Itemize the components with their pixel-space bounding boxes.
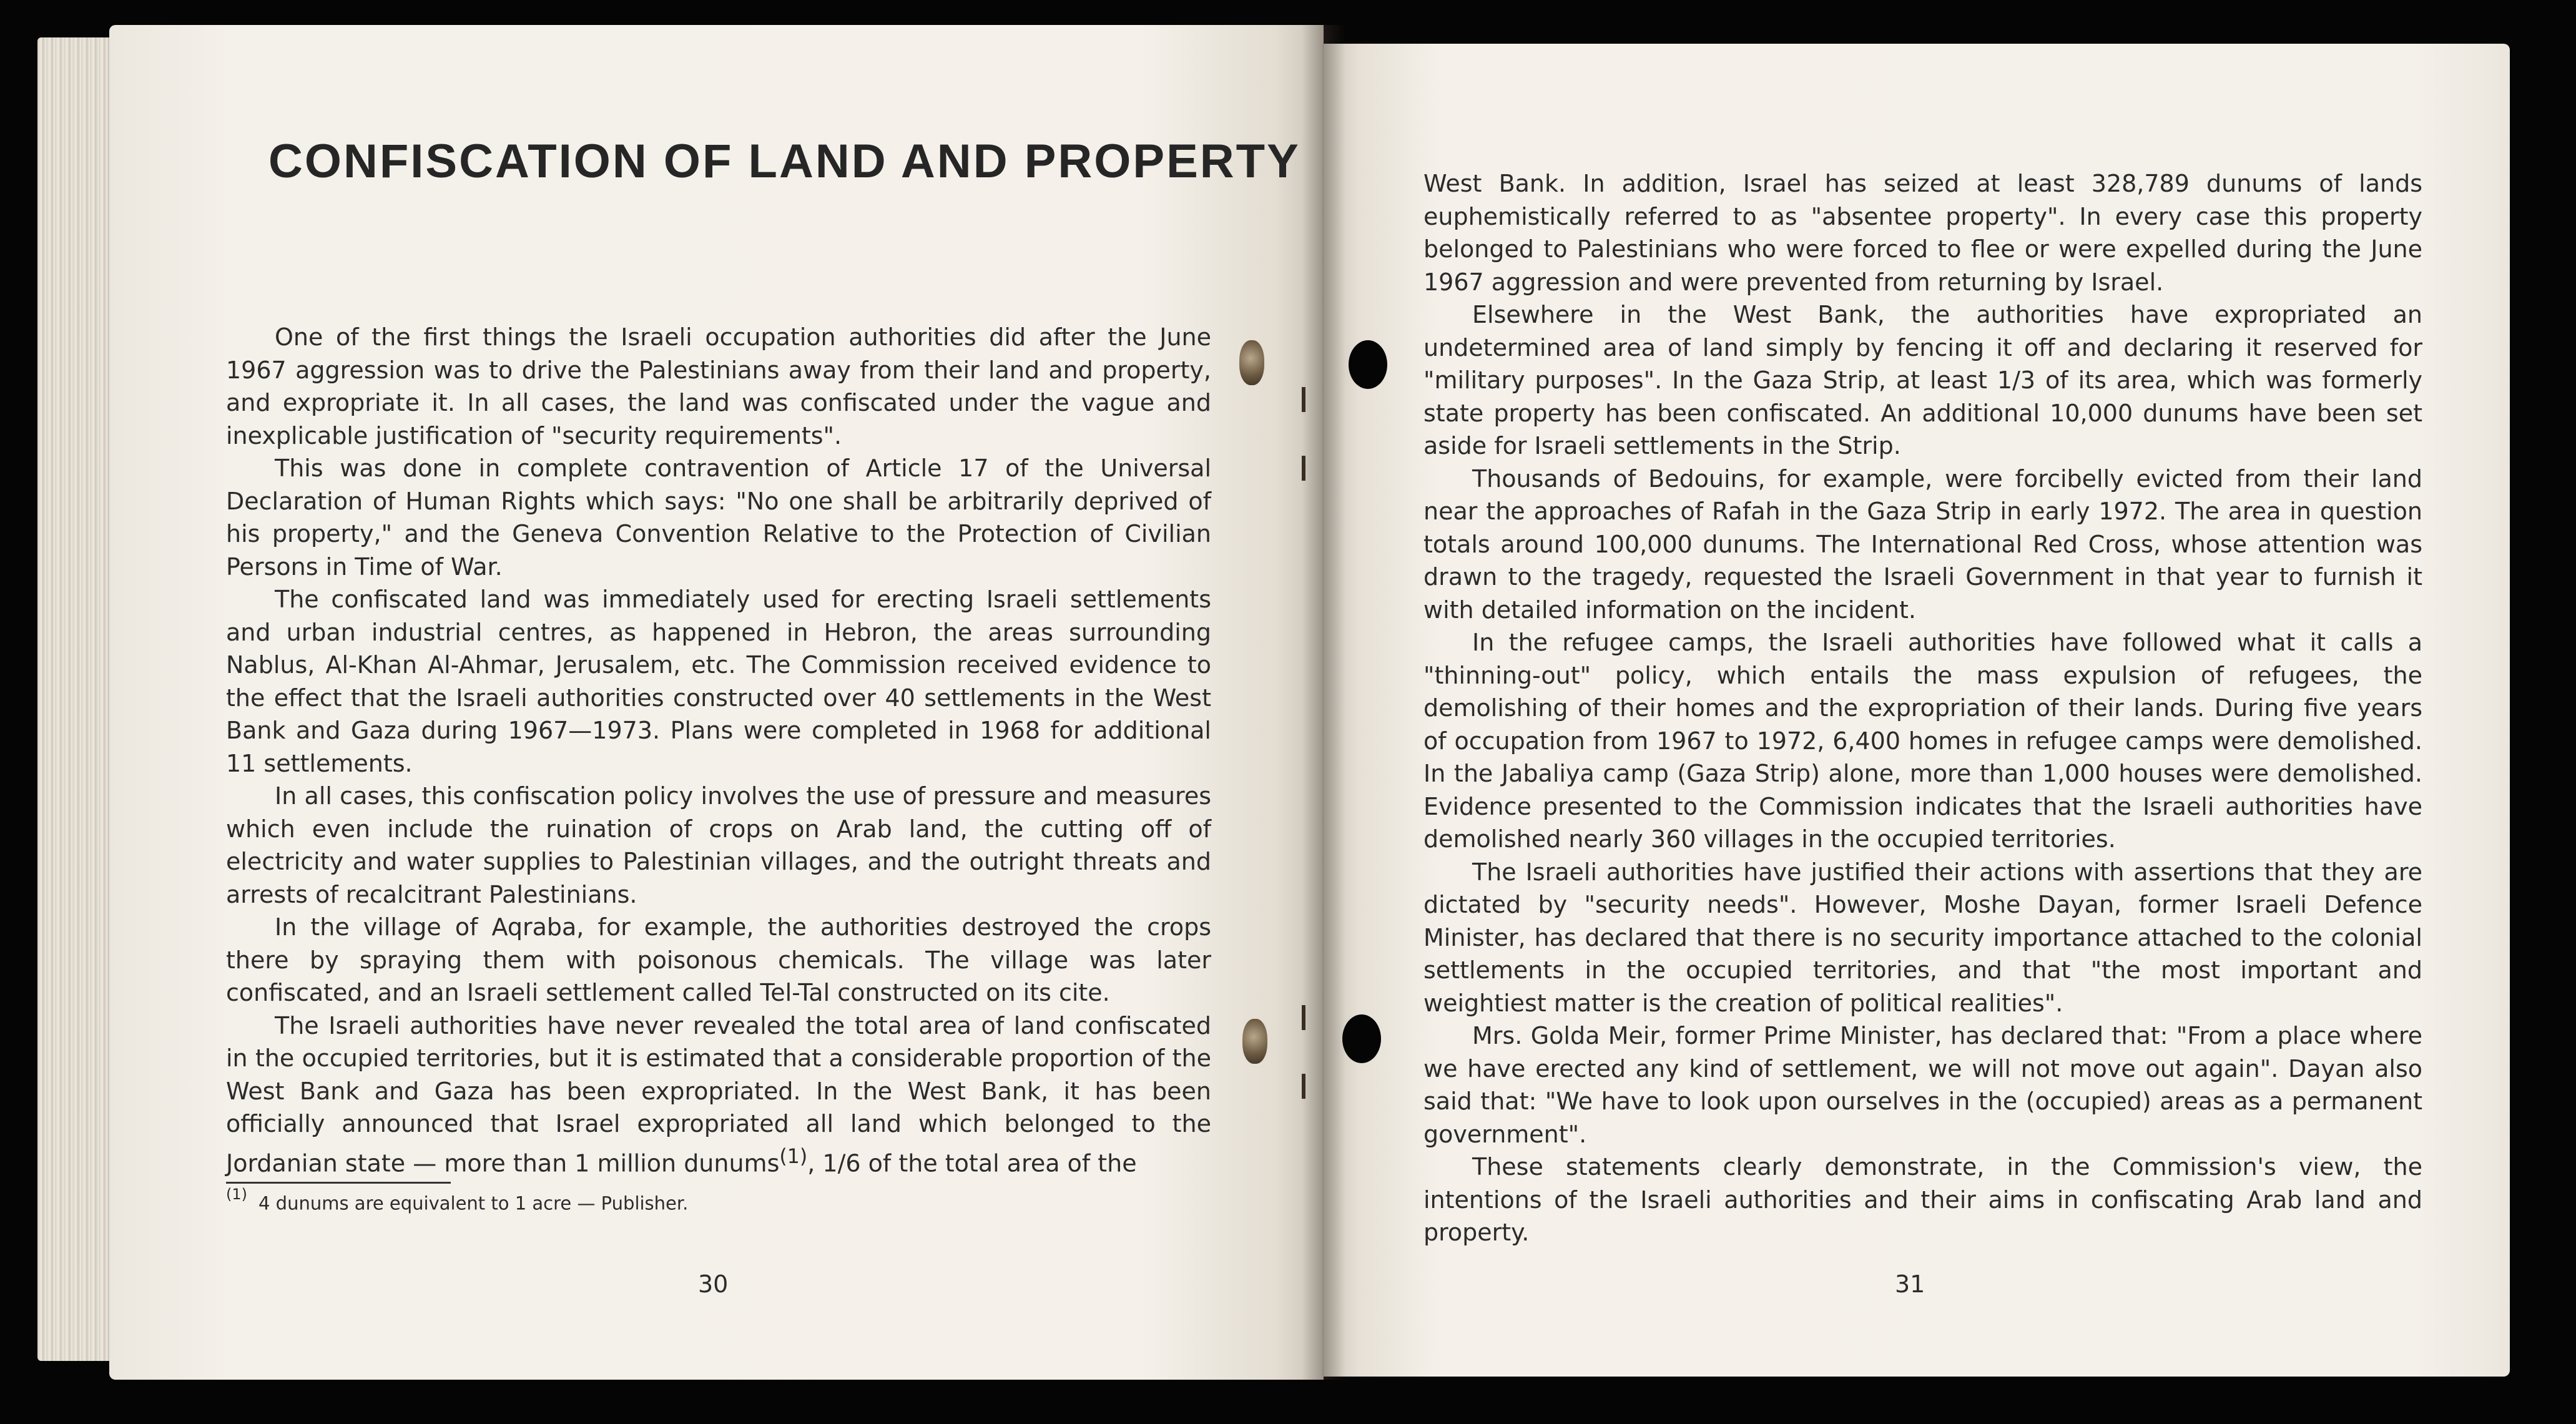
- page-title: CONFISCATION OF LAND AND PROPERTY: [268, 135, 1300, 188]
- paragraph-text: The Israeli authorities have never revealed the total area of land confiscated in the occupied territories, but it is estimated that a considerable proportion of the West Bank and Gaza has been expropriated. In the West Bank, it has been officially announced that Israel expropriated all land which belonged to the Jordanian state — more than 1 million dunums: [226, 1011, 1211, 1177]
- binding-mark: [1302, 1005, 1305, 1030]
- paragraph: In the village of Aqraba, for example, the authorities destroyed the crops there by spraying them with poisonous chemicals. The village was later confiscated, and an Israeli settlement called Tel-Tal constructed on its cite.: [226, 913, 1211, 1006]
- book-gutter: [1302, 25, 1345, 1380]
- paragraph: Elsewhere in the West Bank, the authorities have expropriated an undetermined area of land simply by fencing it off and declaring it reserved for "military purposes". In the Gaza Strip, at least 1/3 of its area, which was formerly state property has been confiscated. An additional 10,000 dunums have been set aside for Israeli settlements in the Strip.: [1423, 301, 2422, 459]
- binding-mark: [1302, 1074, 1305, 1099]
- binding-mark: [1302, 456, 1305, 481]
- right-page-body: [1423, 167, 2422, 1249]
- paragraph: These statements clearly demonstrate, in the Commission's view, the intentions of the Israeli authorities and their aims in confiscating Arab land and property.: [1423, 1153, 2422, 1246]
- paragraph: Mrs. Golda Meir, former Prime Minister, has declared that: "From a place where we have erected any kind of settlement, we will not move out again". Dayan also said that: "We have to look upon ourselves in the (occupied) areas as a permanent government".: [1423, 1022, 2422, 1148]
- paragraph: In the refugee camps, the Israeli authorities have followed what it calls a "thinning-out" policy, which entails the mass expulsion of refugees, the demolishing of their homes and the expropriation of their lands. During five years of occupation from 1967 to 1972, 6,400 homes in refugee camps were demolished. In the Jabaliya camp (Gaza Strip) alone, more than 1,000 houses were demolished. Evidence presented to the Commission indicates that the Israeli authorities have demolished nearly 360 villages in the occupied territories.: [1423, 629, 2422, 853]
- paragraph: [226, 1009, 1211, 1180]
- paragraph: This was done in complete contravention of Article 17 of the Universal Declaration of Human Rights which says: "No one shall be arbitrarily deprived of his property," and the Geneva Convention Relative to the Protection of Civilian Persons in Time of War.: [226, 454, 1211, 581]
- footnote-text: 4 dunums are equivalent to 1 acre — Publisher.: [258, 1192, 689, 1214]
- staple-top: [1239, 340, 1264, 385]
- paragraph: The confiscated land was immediately used for erecting Israeli settlements and urban industrial centres, as happened in Hebron, the areas surrounding Nablus, Al-Khan Al-Ahmar, Jerusalem, etc. The Commission received evidence to the effect that the Israeli authorities constructed over 40 settlements in the West Bank and Gaza during 1967—1973. Plans were completed in 1968 for additional 11 settlements.: [226, 586, 1211, 777]
- paragraph: West Bank. In addition, Israel has seized at least 328,789 dunums of lands euphemistically referred to as "absentee property". In every case this property belonged to Palestinians who were forced to flee or were expelled during the June 1967 aggression and were prevented from returning by Israel.: [1423, 170, 2422, 296]
- page-number-left: 30: [698, 1270, 729, 1298]
- binding-hole-top: [1349, 340, 1387, 389]
- staple-bottom: [1242, 1019, 1267, 1064]
- footnote-marker: (1): [226, 1186, 247, 1203]
- paragraph: Thousands of Bedouins, for example, were forcibelly evicted from their land near the approaches of Rafah in the Gaza Strip in early 1972. The area in question totals around 100,000 dunums. The International Red Cross, whose attention was drawn to the tragedy, requested the Israeli Government in that year to furnish it with detailed information on the incident.: [1423, 464, 2422, 624]
- footnote: [226, 1186, 689, 1214]
- footnote-reference: (1): [779, 1145, 808, 1168]
- binding-hole-bottom: [1342, 1014, 1381, 1063]
- paragraph-text: , 1/6 of the total area of the: [807, 1149, 1137, 1177]
- page-number-right: 31: [1895, 1270, 1925, 1298]
- left-page-body: [226, 321, 1211, 1180]
- footnote-rule: [226, 1182, 451, 1184]
- paragraph: The Israeli authorities have justified their actions with assertions that they are dictated by "security needs". However, Moshe Dayan, former Israeli Defence Minister, has declared that there is no security importance attached to the colonial settlements in the occupied territories, and that "the most important and weightiest matter is the creation of political realities".: [1423, 858, 2422, 1017]
- paragraph: In all cases, this confiscation policy involves the use of pressure and measures which even include the ruination of crops on Arab land, the cutting off of electricity and water supplies to Palestinian villages, and the outright threats and arrests of recalcitrant Palestinians.: [226, 782, 1211, 908]
- binding-mark: [1302, 387, 1305, 412]
- paragraph: One of the first things the Israeli occupation authorities did after the June 1967 aggression was to drive the Palestinians away from their land and property, and expropriate it. In all cases, the land was confiscated under the vague and inexplicable justification of "security requirements".: [226, 323, 1211, 449]
